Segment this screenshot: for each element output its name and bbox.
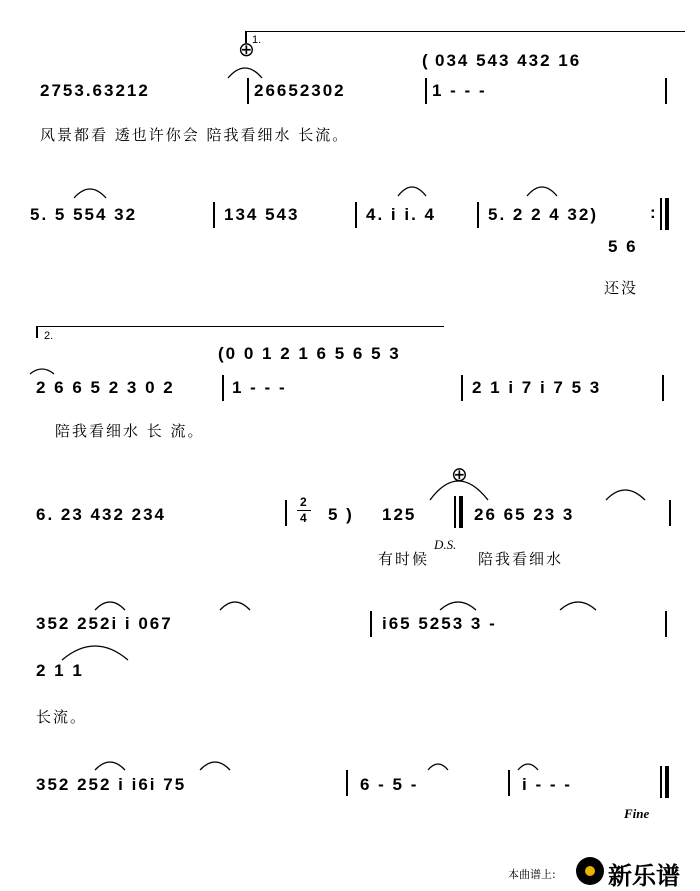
row3-measure-2: 1 - - - (232, 378, 287, 397)
row4-lyrics-b: 陪我看细水 (478, 550, 564, 568)
row4-measure-1: 6. 23 432 234 (36, 505, 166, 524)
slur-arc (62, 646, 128, 660)
row3-measure-1: 2 6 6 5 2 3 0 2 (36, 378, 175, 397)
row3-paren-notes: (0 0 1 2 1 6 5 6 5 3 (218, 344, 401, 363)
slur-arc (95, 602, 125, 610)
slur-arc (220, 602, 250, 610)
row2-pickup-notes: 5 6 (608, 237, 638, 256)
row1-lyrics: 风景都看 透也许你会 陪我看细水 长流。 (40, 126, 350, 144)
row1-measure-2: 26652302 (254, 81, 346, 100)
volta-1-label: 1. (252, 34, 262, 46)
row3-lyrics: 陪我看细水 长 流。 (55, 422, 205, 440)
slur-arc (560, 602, 596, 610)
volta-2-label: 2. (44, 330, 54, 342)
row4-measure-3: 125 (382, 505, 417, 524)
row6-measure-2: 6 - 5 - (360, 775, 419, 794)
row4-lyrics-a: 有时候 (378, 550, 430, 568)
row4-measure-4: 26 65 23 3 (474, 505, 575, 524)
row5-measure-1: 352 252i i 067 (36, 614, 173, 633)
row5-measure-2: i65 5253 3 - (382, 614, 497, 633)
row1-intro-notes: 034 543 432 16 (435, 51, 582, 70)
row2-measure-1: 5. 5 554 32 (30, 205, 138, 224)
slur-arc (440, 602, 476, 610)
row6-measure-1: 352 252 i i6i 75 (36, 775, 187, 794)
coda-sign-1: ⊕ (238, 37, 255, 61)
record-icon (576, 857, 604, 885)
row2-measure-2: 134 543 (224, 205, 300, 224)
footer-prefix: 本曲谱上: (508, 868, 556, 881)
row5-extra-notes: 2 1 1 (36, 661, 84, 680)
repeat-dots: : (650, 203, 658, 222)
row1-measure-1: 2753.63212 (40, 81, 150, 100)
slur-arc (200, 762, 230, 770)
time-sig-bottom: 4 (300, 511, 307, 525)
slur-arc (95, 762, 125, 770)
slur-arc (228, 68, 262, 78)
slur-arc (30, 369, 54, 374)
row2-pickup-lyrics: 还没 (604, 279, 639, 297)
row5-lyrics: 长流。 (36, 708, 88, 726)
slur-arc (74, 189, 106, 198)
row1-measure-3: 1 - - - (432, 81, 487, 100)
row1-paren: ( (422, 51, 430, 70)
fermata-arc (518, 764, 538, 770)
ds-mark: D.S. (434, 537, 457, 552)
footer-brand[interactable]: 新乐谱 (608, 862, 680, 890)
coda-sign-2: ⊕ (451, 462, 468, 486)
slur-arc (527, 187, 557, 196)
fermata-arc (428, 764, 448, 770)
row2-measure-4: 5. 2 2 4 32) (488, 205, 599, 224)
fine-mark: Fine (624, 806, 650, 821)
row3-measure-3: 2 1 i 7 i 7 5 3 (472, 378, 602, 397)
row4-measure-2: 5 ) (328, 505, 354, 524)
row6-measure-3: i - - - (522, 775, 572, 794)
row2-measure-3: 4. i i. 4 (366, 205, 436, 224)
slur-arc (606, 490, 645, 500)
slur-arc (398, 187, 426, 196)
time-sig-top: 2 (300, 495, 307, 509)
slur-arc (430, 481, 488, 500)
